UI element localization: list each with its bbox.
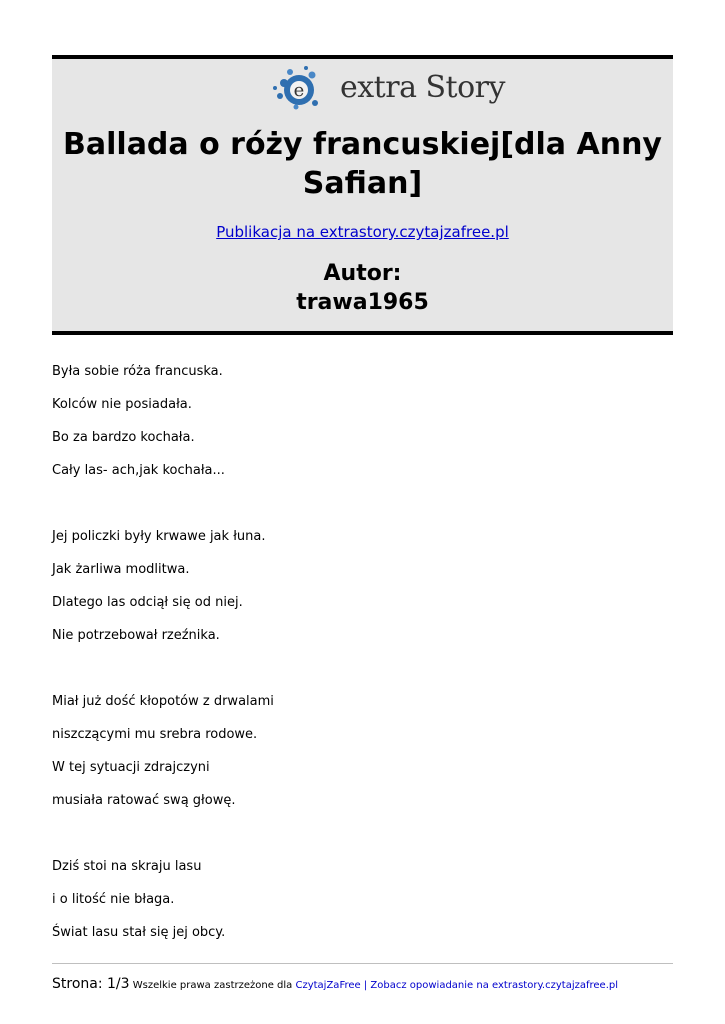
page-footer [52, 975, 692, 995]
stanza [52, 527, 673, 659]
poem-line: Była sobie róża francuska. [52, 364, 223, 379]
document-header [52, 55, 673, 335]
poem-line: Dlatego las odciął się od niej. [52, 595, 243, 610]
poem-line: Cały las- ach,jak kochała... [52, 463, 225, 478]
poem-line: Nie potrzebował rzeźnika. [52, 628, 220, 643]
poem-line: niszczącymi mu srebra rodowe. [52, 727, 258, 742]
stanza [52, 692, 673, 824]
poem-line: Bo za bardzo kochała. [52, 430, 195, 445]
stanza [52, 857, 673, 956]
publication-link[interactable]: Publikacja na extrastory.czytajzafree.pl [216, 223, 509, 241]
page-number: Strona: 1/3 [52, 976, 130, 992]
footer-separator: | [363, 980, 368, 991]
rights-text: Wszelkie prawa zastrzeżone dla [132, 980, 293, 991]
footer-divider [52, 963, 673, 964]
site-link[interactable]: CzytajZaFree [295, 980, 361, 991]
poem-body [52, 362, 673, 989]
logo-text: extra Story [340, 70, 505, 105]
poem-line: W tej sytuacji zdrajczyni [52, 760, 210, 775]
document-title: Ballada o róży francuskiej[dla Anny Safian] [63, 127, 662, 201]
poem-line: Świat lasu stał się jej obcy. [52, 925, 226, 940]
extra-story-logo [52, 63, 673, 113]
poem-line: Jak żarliwa modlitwa. [52, 562, 190, 577]
poem-line: Jej policzki były krwawe jak łuna. [52, 529, 266, 544]
author-name: trawa1965 [296, 290, 429, 315]
poem-line: Miał już dość kłopotów z drwalami [52, 694, 274, 709]
poem-line: musiała ratować swą głowę. [52, 793, 236, 808]
svg-text:e: e [293, 80, 304, 101]
poem-line: Kolców nie posiadała. [52, 397, 192, 412]
stanza [52, 362, 673, 494]
author-label: Autor: [323, 261, 402, 286]
poem-line: Dziś stoi na skraju lasu [52, 859, 202, 874]
story-link[interactable]: Zobacz opowiadanie na extrastory.czytajzafree.pl [370, 980, 619, 991]
poem-line: i o litość nie błaga. [52, 892, 175, 907]
